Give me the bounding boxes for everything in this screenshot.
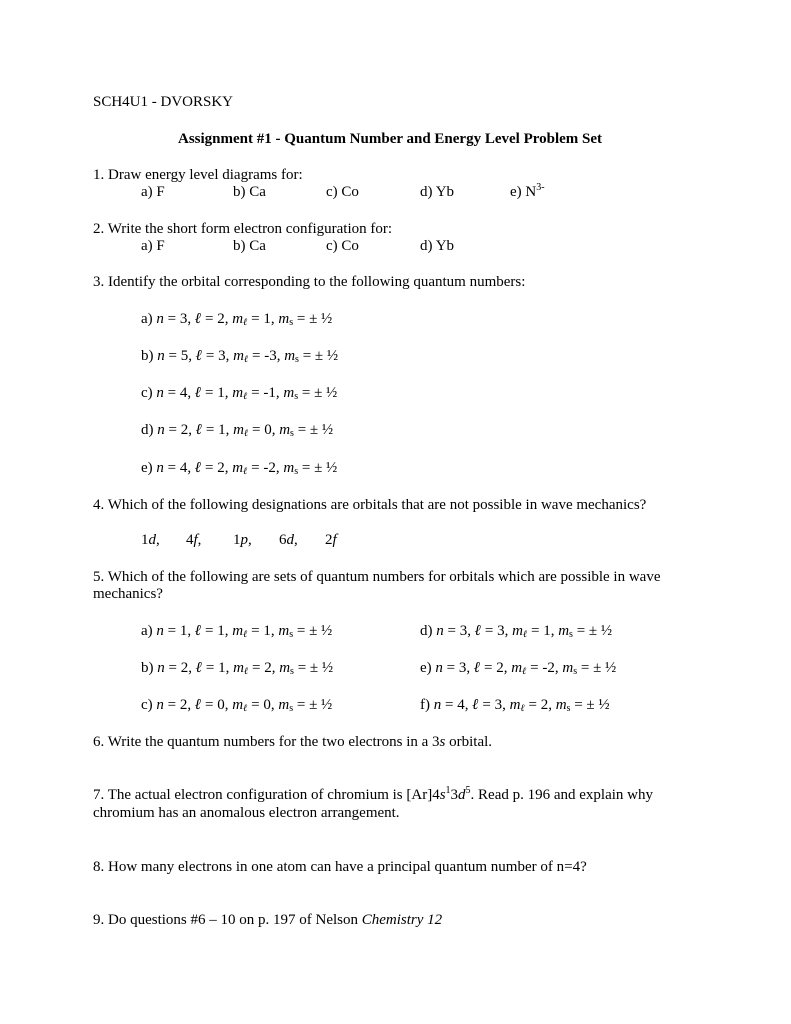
q4-orbital: 1d,: [141, 532, 160, 548]
question-8: 8. How many electrons in one atom can have a principal quantum number of n=4?: [93, 859, 587, 875]
question-5-line1: 5. Which of the following are sets of quantum numbers for orbitals which are possible in wave: [93, 569, 661, 585]
question-1: 1. Draw energy level diagrams for:: [93, 167, 303, 183]
q1-item-c: c) Co: [326, 184, 359, 200]
q5-item: c) n = 2, ℓ = 0, $m_\ell = 0$, $m_s$ = ± ½: [141, 697, 333, 714]
question-6: 6. Write the quantum numbers for the two electrons in a 3s orbital.: [93, 734, 493, 750]
question-9: 9. Do questions #6 – 10 on p. 197 of Nelson Chemistry 12: [93, 912, 443, 928]
q3-item: c) n = 4, ℓ = 1, $m_\ell = -1$, $m_s$ = ± ½: [141, 385, 338, 402]
question-5-line2: mechanics?: [93, 586, 163, 602]
q2-item-d: d) Yb: [420, 238, 455, 254]
q3-item: b) n = 5, ℓ = 3, $m_\ell = -3$, $m_s$ = ± ½: [141, 348, 339, 365]
q1-item-a: a) F: [141, 184, 165, 200]
question-7-line1: 7. The actual electron configuration of chromium is $[Ar]4s^13d^5$. Read p. 196 and explain why: [93, 785, 654, 803]
q4-orbital: 1p,: [233, 532, 252, 548]
q5-item: a) n = 1, ℓ = 1, $m_\ell = 1$, $m_s$ = ± ½: [141, 623, 333, 640]
q4-orbital: 4f,: [186, 532, 202, 548]
q3-item: d) n = 2, ℓ = 1, $m_\ell = 0$, $m_s$ = ± ½: [141, 422, 334, 439]
q5-item: d) n = 3, ℓ = 3, $m_\ell = 1$, $m_s$ = ± ½: [420, 623, 613, 640]
book-title: Chemistry 12: [361, 912, 443, 928]
q1-item-b: b) Ca: [233, 184, 266, 200]
q4-orbital: 6d,: [279, 532, 298, 548]
question-2: 2. Write the short form electron configuration for:: [93, 221, 393, 237]
q2-item-c: c) Co: [326, 238, 359, 254]
q2-item-b: b) Ca: [233, 238, 266, 254]
q3-item: e) n = 4, ℓ = 2, $m_\ell = -2$, $m_s$ = ± ½: [141, 460, 338, 477]
q5-item: f) n = 4, ℓ = 3, $m_\ell = 2$, $m_s$ = ± ½: [420, 697, 610, 714]
q4-orbital: 2f: [325, 532, 337, 548]
course-header: SCH4U1 - DVORSKY: [93, 94, 234, 110]
question-7-line2: chromium has an anomalous electron arrangement.: [93, 805, 400, 821]
question-3: 3. Identify the orbital corresponding to the following quantum numbers:: [93, 274, 526, 290]
q5-item: b) n = 2, ℓ = 1, $m_\ell = 2$, $m_s$ = ± ½: [141, 660, 334, 677]
assignment-title: Assignment #1 - Quantum Number and Energy Level Problem Set: [178, 131, 603, 147]
q5-item: e) n = 3, ℓ = 2, $m_\ell = -2$, $m_s$ = ± ½: [420, 660, 617, 677]
q1-item-e: e) $N^{3-}$: [510, 182, 545, 200]
q2-item-a: a) F: [141, 238, 165, 254]
q1-item-d: d) Yb: [420, 184, 455, 200]
q3-item: a) n = 3, ℓ = 2, $m_\ell = 1$, $m_s$ = ± ½: [141, 311, 333, 328]
question-4: 4. Which of the following designations are orbitals that are not possible in wave mechanics?: [93, 497, 647, 513]
